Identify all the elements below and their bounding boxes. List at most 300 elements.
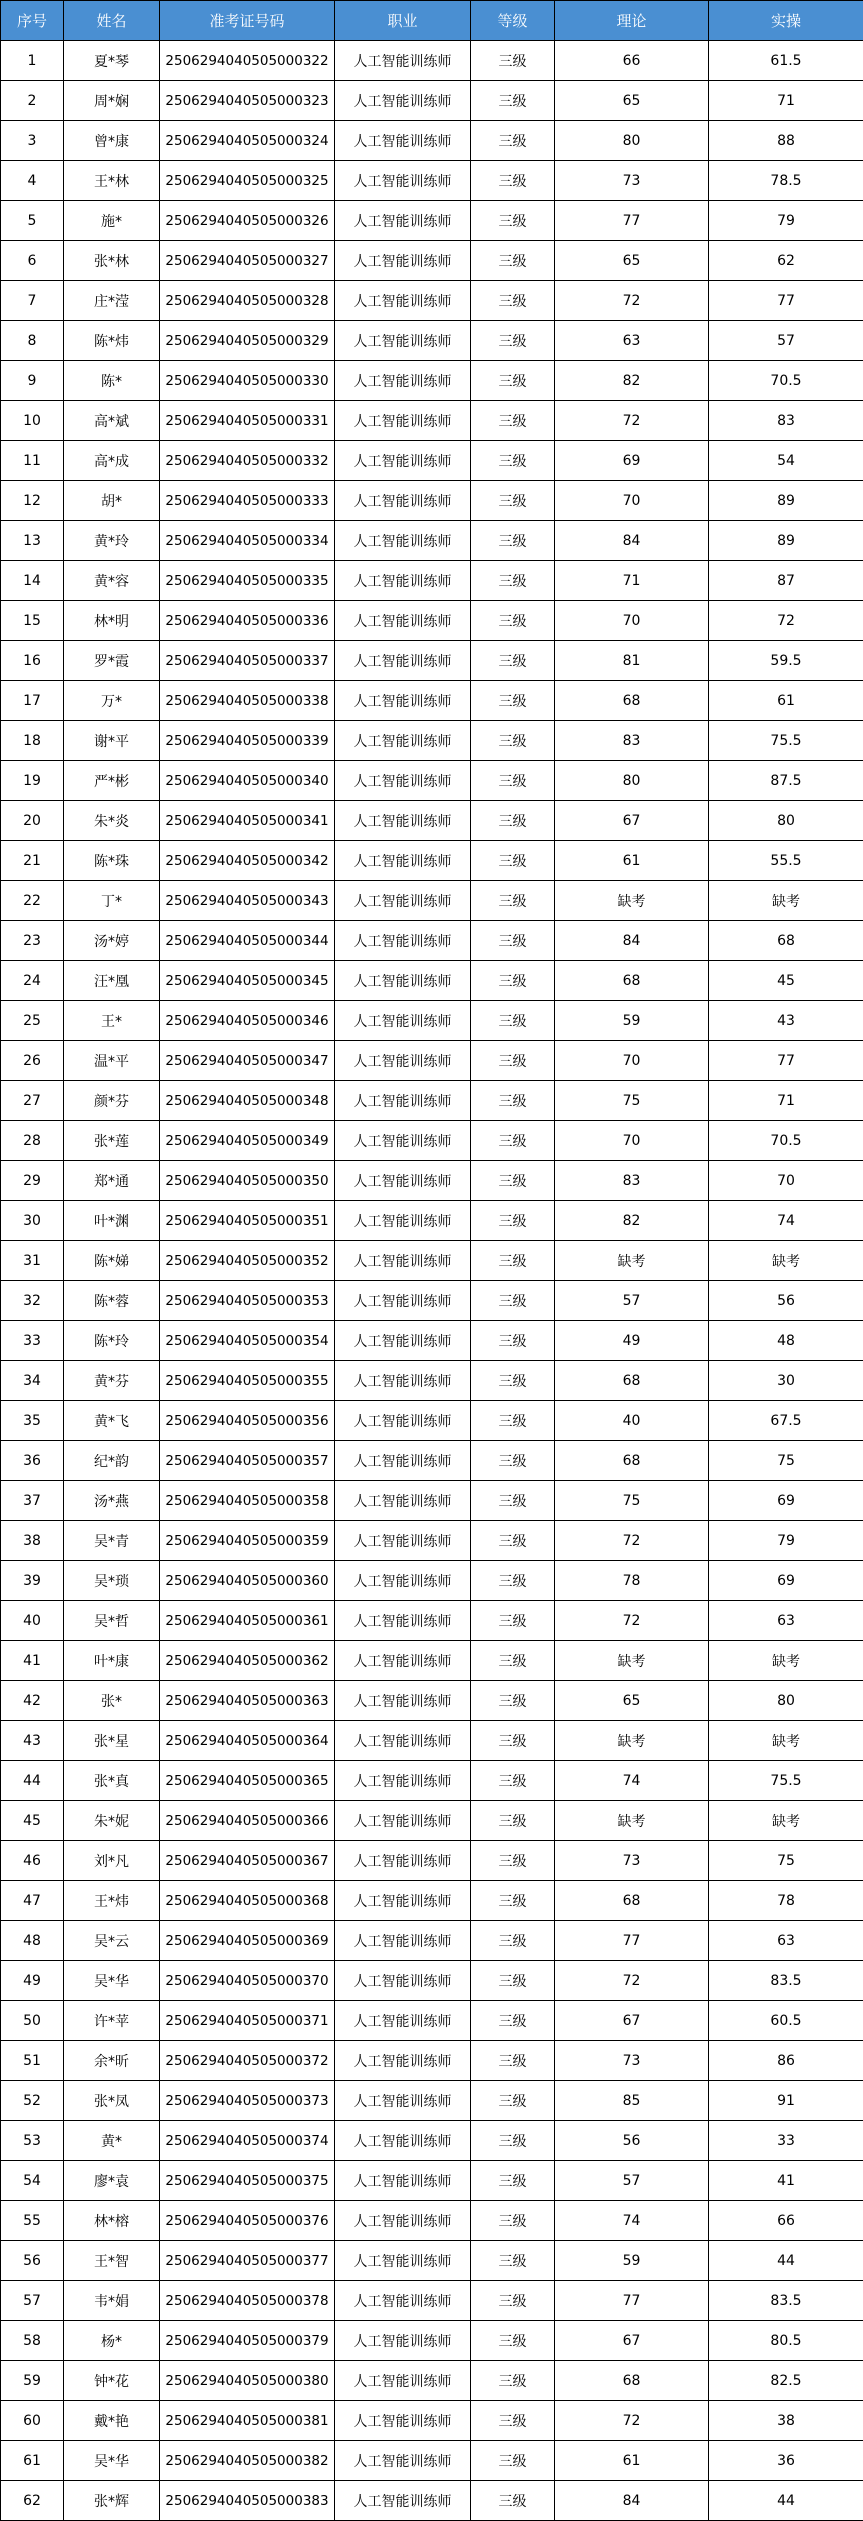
cell-ticket-number: 2506294040505000365 xyxy=(160,1761,335,1801)
cell-name: 林*榕 xyxy=(64,2201,160,2241)
cell-serial: 12 xyxy=(1,481,64,521)
cell-theory-score: 72 xyxy=(555,1601,709,1641)
cell-level: 三级 xyxy=(471,761,555,801)
cell-serial: 50 xyxy=(1,2001,64,2041)
cell-occupation: 人工智能训练师 xyxy=(335,2481,471,2521)
cell-theory-score: 75 xyxy=(555,1481,709,1521)
cell-ticket-number: 2506294040505000332 xyxy=(160,441,335,481)
cell-theory-score: 68 xyxy=(555,1361,709,1401)
table-row xyxy=(1,401,863,441)
cell-level: 三级 xyxy=(471,2401,555,2441)
cell-level: 三级 xyxy=(471,1601,555,1641)
header-level: 等级 xyxy=(471,1,555,41)
cell-level: 三级 xyxy=(471,1521,555,1561)
cell-practical-score: 66 xyxy=(709,2201,863,2241)
cell-theory-score: 73 xyxy=(555,1841,709,1881)
cell-practical-score: 57 xyxy=(709,321,863,361)
cell-level: 三级 xyxy=(471,481,555,521)
cell-name: 杨* xyxy=(64,2321,160,2361)
cell-practical-score: 56 xyxy=(709,1281,863,1321)
cell-name: 林*明 xyxy=(64,601,160,641)
cell-level: 三级 xyxy=(471,2201,555,2241)
cell-ticket-number: 2506294040505000358 xyxy=(160,1481,335,1521)
cell-occupation: 人工智能训练师 xyxy=(335,881,471,921)
cell-name: 曾*康 xyxy=(64,121,160,161)
table-row xyxy=(1,1241,863,1281)
table-row xyxy=(1,761,863,801)
cell-name: 汪*凰 xyxy=(64,961,160,1001)
table-row xyxy=(1,1561,863,1601)
cell-practical-score: 75.5 xyxy=(709,721,863,761)
cell-occupation: 人工智能训练师 xyxy=(335,2161,471,2201)
cell-name: 王* xyxy=(64,1001,160,1041)
cell-level: 三级 xyxy=(471,1641,555,1681)
cell-ticket-number: 2506294040505000362 xyxy=(160,1641,335,1681)
header-name: 姓名 xyxy=(64,1,160,41)
cell-name: 吴*青 xyxy=(64,1521,160,1561)
table-row xyxy=(1,1801,863,1841)
cell-occupation: 人工智能训练师 xyxy=(335,1961,471,2001)
cell-level: 三级 xyxy=(471,2321,555,2361)
cell-practical-score: 63 xyxy=(709,1601,863,1641)
cell-theory-score: 57 xyxy=(555,2161,709,2201)
cell-theory-score: 缺考 xyxy=(555,1801,709,1841)
cell-practical-score: 87 xyxy=(709,561,863,601)
cell-practical-score: 82.5 xyxy=(709,2361,863,2401)
cell-occupation: 人工智能训练师 xyxy=(335,2361,471,2401)
cell-level: 三级 xyxy=(471,1081,555,1121)
cell-theory-score: 61 xyxy=(555,2441,709,2481)
cell-name: 张*星 xyxy=(64,1721,160,1761)
cell-ticket-number: 2506294040505000346 xyxy=(160,1001,335,1041)
cell-practical-score: 67.5 xyxy=(709,1401,863,1441)
cell-level: 三级 xyxy=(471,641,555,681)
cell-practical-score: 86 xyxy=(709,2041,863,2081)
cell-occupation: 人工智能训练师 xyxy=(335,161,471,201)
cell-theory-score: 75 xyxy=(555,1081,709,1121)
cell-serial: 54 xyxy=(1,2161,64,2201)
cell-occupation: 人工智能训练师 xyxy=(335,401,471,441)
cell-occupation: 人工智能训练师 xyxy=(335,81,471,121)
cell-serial: 4 xyxy=(1,161,64,201)
table-row xyxy=(1,1001,863,1041)
cell-occupation: 人工智能训练师 xyxy=(335,1721,471,1761)
cell-serial: 34 xyxy=(1,1361,64,1401)
cell-name: 余*昕 xyxy=(64,2041,160,2081)
cell-practical-score: 61 xyxy=(709,681,863,721)
cell-serial: 9 xyxy=(1,361,64,401)
table-row xyxy=(1,1201,863,1241)
cell-level: 三级 xyxy=(471,361,555,401)
table-row xyxy=(1,721,863,761)
cell-ticket-number: 2506294040505000359 xyxy=(160,1521,335,1561)
cell-theory-score: 85 xyxy=(555,2081,709,2121)
table-row xyxy=(1,121,863,161)
cell-theory-score: 59 xyxy=(555,1001,709,1041)
cell-theory-score: 74 xyxy=(555,1761,709,1801)
cell-serial: 11 xyxy=(1,441,64,481)
cell-theory-score: 83 xyxy=(555,721,709,761)
cell-serial: 33 xyxy=(1,1321,64,1361)
table-row xyxy=(1,1121,863,1161)
cell-serial: 42 xyxy=(1,1681,64,1721)
cell-level: 三级 xyxy=(471,2481,555,2521)
cell-serial: 51 xyxy=(1,2041,64,2081)
cell-practical-score: 缺考 xyxy=(709,1641,863,1681)
cell-level: 三级 xyxy=(471,681,555,721)
cell-occupation: 人工智能训练师 xyxy=(335,761,471,801)
cell-occupation: 人工智能训练师 xyxy=(335,641,471,681)
cell-name: 张*辉 xyxy=(64,2481,160,2521)
cell-name: 张*莲 xyxy=(64,1121,160,1161)
table-row xyxy=(1,1441,863,1481)
table-row xyxy=(1,241,863,281)
table-row xyxy=(1,2241,863,2281)
cell-theory-score: 68 xyxy=(555,2361,709,2401)
cell-practical-score: 38 xyxy=(709,2401,863,2441)
cell-theory-score: 84 xyxy=(555,521,709,561)
cell-serial: 57 xyxy=(1,2281,64,2321)
cell-occupation: 人工智能训练师 xyxy=(335,681,471,721)
cell-ticket-number: 2506294040505000331 xyxy=(160,401,335,441)
cell-occupation: 人工智能训练师 xyxy=(335,441,471,481)
cell-occupation: 人工智能训练师 xyxy=(335,1161,471,1201)
table-row xyxy=(1,321,863,361)
cell-ticket-number: 2506294040505000345 xyxy=(160,961,335,1001)
cell-theory-score: 80 xyxy=(555,761,709,801)
table-row xyxy=(1,2161,863,2201)
cell-level: 三级 xyxy=(471,1961,555,2001)
cell-ticket-number: 2506294040505000341 xyxy=(160,801,335,841)
table-row xyxy=(1,361,863,401)
cell-level: 三级 xyxy=(471,1281,555,1321)
cell-theory-score: 67 xyxy=(555,2321,709,2361)
cell-ticket-number: 2506294040505000322 xyxy=(160,41,335,81)
cell-practical-score: 44 xyxy=(709,2481,863,2521)
cell-serial: 27 xyxy=(1,1081,64,1121)
cell-level: 三级 xyxy=(471,241,555,281)
cell-practical-score: 83 xyxy=(709,401,863,441)
cell-theory-score: 82 xyxy=(555,1201,709,1241)
cell-theory-score: 65 xyxy=(555,1681,709,1721)
cell-level: 三级 xyxy=(471,1001,555,1041)
cell-serial: 31 xyxy=(1,1241,64,1281)
cell-serial: 38 xyxy=(1,1521,64,1561)
cell-level: 三级 xyxy=(471,1041,555,1081)
cell-occupation: 人工智能训练师 xyxy=(335,1281,471,1321)
cell-practical-score: 71 xyxy=(709,81,863,121)
cell-serial: 26 xyxy=(1,1041,64,1081)
cell-name: 高*成 xyxy=(64,441,160,481)
cell-name: 黄* xyxy=(64,2121,160,2161)
cell-practical-score: 89 xyxy=(709,521,863,561)
cell-serial: 10 xyxy=(1,401,64,441)
cell-theory-score: 缺考 xyxy=(555,1721,709,1761)
cell-theory-score: 73 xyxy=(555,161,709,201)
cell-practical-score: 54 xyxy=(709,441,863,481)
cell-practical-score: 41 xyxy=(709,2161,863,2201)
cell-ticket-number: 2506294040505000354 xyxy=(160,1321,335,1361)
cell-ticket-number: 2506294040505000350 xyxy=(160,1161,335,1201)
cell-practical-score: 77 xyxy=(709,1041,863,1081)
cell-practical-score: 83.5 xyxy=(709,2281,863,2321)
cell-theory-score: 78 xyxy=(555,1561,709,1601)
cell-level: 三级 xyxy=(471,921,555,961)
cell-serial: 7 xyxy=(1,281,64,321)
cell-occupation: 人工智能训练师 xyxy=(335,2041,471,2081)
cell-name: 严*彬 xyxy=(64,761,160,801)
cell-occupation: 人工智能训练师 xyxy=(335,241,471,281)
cell-name: 韦*娟 xyxy=(64,2281,160,2321)
table-row xyxy=(1,1841,863,1881)
cell-name: 刘*凡 xyxy=(64,1841,160,1881)
cell-occupation: 人工智能训练师 xyxy=(335,1521,471,1561)
table-row xyxy=(1,1961,863,2001)
cell-practical-score: 80 xyxy=(709,801,863,841)
cell-name: 郑*通 xyxy=(64,1161,160,1201)
cell-theory-score: 68 xyxy=(555,1881,709,1921)
cell-ticket-number: 2506294040505000369 xyxy=(160,1921,335,1961)
cell-practical-score: 55.5 xyxy=(709,841,863,881)
cell-ticket-number: 2506294040505000347 xyxy=(160,1041,335,1081)
table-row xyxy=(1,1521,863,1561)
cell-ticket-number: 2506294040505000370 xyxy=(160,1961,335,2001)
cell-occupation: 人工智能训练师 xyxy=(335,1601,471,1641)
cell-theory-score: 72 xyxy=(555,2401,709,2441)
cell-name: 陈*珠 xyxy=(64,841,160,881)
cell-practical-score: 80 xyxy=(709,1681,863,1721)
cell-level: 三级 xyxy=(471,1321,555,1361)
cell-ticket-number: 2506294040505000327 xyxy=(160,241,335,281)
cell-occupation: 人工智能训练师 xyxy=(335,2241,471,2281)
table-row xyxy=(1,1041,863,1081)
cell-theory-score: 77 xyxy=(555,1921,709,1961)
table-row xyxy=(1,881,863,921)
cell-serial: 16 xyxy=(1,641,64,681)
cell-ticket-number: 2506294040505000337 xyxy=(160,641,335,681)
header-theory: 理论 xyxy=(555,1,709,41)
cell-occupation: 人工智能训练师 xyxy=(335,841,471,881)
cell-level: 三级 xyxy=(471,521,555,561)
table-row xyxy=(1,2401,863,2441)
cell-ticket-number: 2506294040505000364 xyxy=(160,1721,335,1761)
cell-name: 夏*琴 xyxy=(64,41,160,81)
cell-level: 三级 xyxy=(471,2161,555,2201)
cell-ticket-number: 2506294040505000329 xyxy=(160,321,335,361)
cell-occupation: 人工智能训练师 xyxy=(335,1561,471,1601)
table-row xyxy=(1,801,863,841)
cell-name: 黄*玲 xyxy=(64,521,160,561)
cell-practical-score: 缺考 xyxy=(709,1801,863,1841)
cell-serial: 23 xyxy=(1,921,64,961)
cell-name: 叶*渊 xyxy=(64,1201,160,1241)
header-row xyxy=(1,1,863,41)
cell-occupation: 人工智能训练师 xyxy=(335,321,471,361)
cell-name: 陈*蓉 xyxy=(64,1281,160,1321)
cell-serial: 62 xyxy=(1,2481,64,2521)
cell-name: 陈*炜 xyxy=(64,321,160,361)
cell-occupation: 人工智能训练师 xyxy=(335,2281,471,2321)
cell-name: 陈*娣 xyxy=(64,1241,160,1281)
cell-name: 陈* xyxy=(64,361,160,401)
cell-name: 吴*琐 xyxy=(64,1561,160,1601)
cell-practical-score: 74 xyxy=(709,1201,863,1241)
table-row xyxy=(1,1681,863,1721)
cell-theory-score: 缺考 xyxy=(555,1641,709,1681)
cell-occupation: 人工智能训练师 xyxy=(335,1081,471,1121)
cell-level: 三级 xyxy=(471,1401,555,1441)
cell-name: 王*智 xyxy=(64,2241,160,2281)
table-row xyxy=(1,1281,863,1321)
cell-serial: 15 xyxy=(1,601,64,641)
cell-serial: 14 xyxy=(1,561,64,601)
cell-serial: 28 xyxy=(1,1121,64,1161)
cell-serial: 39 xyxy=(1,1561,64,1601)
cell-ticket-number: 2506294040505000338 xyxy=(160,681,335,721)
cell-level: 三级 xyxy=(471,841,555,881)
cell-practical-score: 75.5 xyxy=(709,1761,863,1801)
cell-ticket-number: 2506294040505000328 xyxy=(160,281,335,321)
cell-practical-score: 70.5 xyxy=(709,361,863,401)
table-row xyxy=(1,201,863,241)
cell-theory-score: 68 xyxy=(555,1441,709,1481)
cell-ticket-number: 2506294040505000368 xyxy=(160,1881,335,1921)
cell-level: 三级 xyxy=(471,2041,555,2081)
cell-ticket-number: 2506294040505000361 xyxy=(160,1601,335,1641)
table-row xyxy=(1,2041,863,2081)
cell-practical-score: 70.5 xyxy=(709,1121,863,1161)
cell-occupation: 人工智能训练师 xyxy=(335,281,471,321)
cell-name: 黄*飞 xyxy=(64,1401,160,1441)
cell-theory-score: 63 xyxy=(555,321,709,361)
cell-practical-score: 59.5 xyxy=(709,641,863,681)
cell-serial: 18 xyxy=(1,721,64,761)
cell-serial: 6 xyxy=(1,241,64,281)
cell-occupation: 人工智能训练师 xyxy=(335,1241,471,1281)
cell-ticket-number: 2506294040505000378 xyxy=(160,2281,335,2321)
cell-ticket-number: 2506294040505000373 xyxy=(160,2081,335,2121)
cell-serial: 60 xyxy=(1,2401,64,2441)
cell-serial: 47 xyxy=(1,1881,64,1921)
cell-ticket-number: 2506294040505000340 xyxy=(160,761,335,801)
cell-name: 吴*哲 xyxy=(64,1601,160,1641)
cell-occupation: 人工智能训练师 xyxy=(335,121,471,161)
table-row xyxy=(1,41,863,81)
cell-name: 叶*康 xyxy=(64,1641,160,1681)
cell-serial: 32 xyxy=(1,1281,64,1321)
cell-name: 吴*华 xyxy=(64,1961,160,2001)
cell-practical-score: 83.5 xyxy=(709,1961,863,2001)
cell-name: 汤*婷 xyxy=(64,921,160,961)
table-row xyxy=(1,1361,863,1401)
cell-level: 三级 xyxy=(471,281,555,321)
cell-level: 三级 xyxy=(471,1441,555,1481)
cell-occupation: 人工智能训练师 xyxy=(335,1121,471,1161)
cell-practical-score: 77 xyxy=(709,281,863,321)
cell-theory-score: 57 xyxy=(555,1281,709,1321)
cell-ticket-number: 2506294040505000383 xyxy=(160,2481,335,2521)
table-row xyxy=(1,481,863,521)
cell-level: 三级 xyxy=(471,601,555,641)
table-row xyxy=(1,1601,863,1641)
cell-serial: 37 xyxy=(1,1481,64,1521)
cell-theory-score: 84 xyxy=(555,2481,709,2521)
cell-occupation: 人工智能训练师 xyxy=(335,2401,471,2441)
cell-ticket-number: 2506294040505000379 xyxy=(160,2321,335,2361)
cell-ticket-number: 2506294040505000371 xyxy=(160,2001,335,2041)
cell-level: 三级 xyxy=(471,1481,555,1521)
table-row xyxy=(1,1641,863,1681)
table-row xyxy=(1,2441,863,2481)
cell-ticket-number: 2506294040505000351 xyxy=(160,1201,335,1241)
cell-level: 三级 xyxy=(471,1361,555,1401)
cell-practical-score: 缺考 xyxy=(709,1241,863,1281)
cell-serial: 29 xyxy=(1,1161,64,1201)
cell-theory-score: 80 xyxy=(555,121,709,161)
cell-serial: 5 xyxy=(1,201,64,241)
cell-serial: 30 xyxy=(1,1201,64,1241)
cell-ticket-number: 2506294040505000382 xyxy=(160,2441,335,2481)
cell-level: 三级 xyxy=(471,1561,555,1601)
cell-level: 三级 xyxy=(471,2241,555,2281)
cell-practical-score: 69 xyxy=(709,1561,863,1601)
cell-name: 周*娴 xyxy=(64,81,160,121)
cell-practical-score: 78.5 xyxy=(709,161,863,201)
cell-level: 三级 xyxy=(471,1681,555,1721)
cell-practical-score: 71 xyxy=(709,1081,863,1121)
cell-name: 廖*袁 xyxy=(64,2161,160,2201)
cell-name: 纪*韵 xyxy=(64,1441,160,1481)
table-row xyxy=(1,2481,863,2521)
cell-ticket-number: 2506294040505000348 xyxy=(160,1081,335,1121)
table-header xyxy=(1,1,863,41)
table-row xyxy=(1,561,863,601)
cell-ticket-number: 2506294040505000366 xyxy=(160,1801,335,1841)
cell-level: 三级 xyxy=(471,2361,555,2401)
cell-ticket-number: 2506294040505000375 xyxy=(160,2161,335,2201)
cell-theory-score: 70 xyxy=(555,1121,709,1161)
cell-occupation: 人工智能训练师 xyxy=(335,1681,471,1721)
table-row xyxy=(1,1161,863,1201)
cell-theory-score: 67 xyxy=(555,2001,709,2041)
cell-name: 汤*燕 xyxy=(64,1481,160,1521)
cell-practical-score: 88 xyxy=(709,121,863,161)
cell-occupation: 人工智能训练师 xyxy=(335,561,471,601)
cell-level: 三级 xyxy=(471,401,555,441)
cell-name: 朱*炎 xyxy=(64,801,160,841)
cell-ticket-number: 2506294040505000326 xyxy=(160,201,335,241)
cell-level: 三级 xyxy=(471,2281,555,2321)
cell-occupation: 人工智能训练师 xyxy=(335,521,471,561)
cell-theory-score: 72 xyxy=(555,1521,709,1561)
header-occupation: 职业 xyxy=(335,1,471,41)
cell-level: 三级 xyxy=(471,1241,555,1281)
cell-theory-score: 74 xyxy=(555,2201,709,2241)
cell-ticket-number: 2506294040505000324 xyxy=(160,121,335,161)
table-row xyxy=(1,1761,863,1801)
cell-ticket-number: 2506294040505000357 xyxy=(160,1441,335,1481)
cell-serial: 36 xyxy=(1,1441,64,1481)
cell-ticket-number: 2506294040505000377 xyxy=(160,2241,335,2281)
cell-ticket-number: 2506294040505000325 xyxy=(160,161,335,201)
cell-name: 许*苹 xyxy=(64,2001,160,2041)
cell-name: 谢*平 xyxy=(64,721,160,761)
cell-practical-score: 缺考 xyxy=(709,1721,863,1761)
table-row xyxy=(1,161,863,201)
cell-theory-score: 59 xyxy=(555,2241,709,2281)
cell-name: 吴*云 xyxy=(64,1921,160,1961)
cell-practical-score: 89 xyxy=(709,481,863,521)
